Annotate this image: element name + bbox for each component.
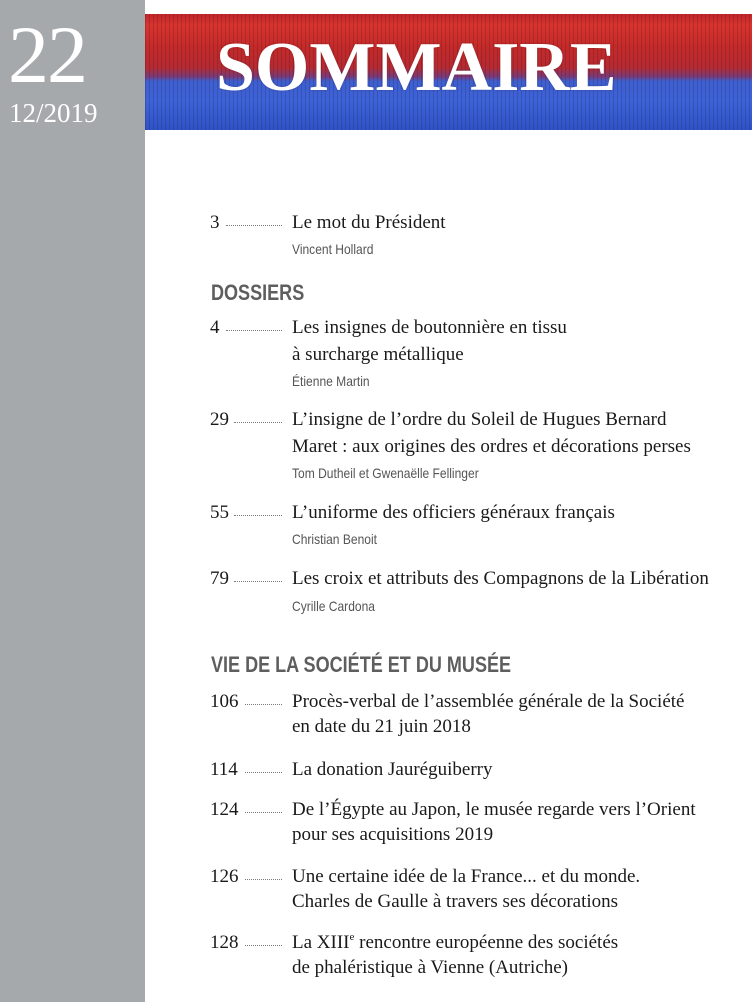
page-number: 124 (210, 799, 239, 820)
page-number: 3 (210, 212, 220, 233)
article-title-line: à surcharge métallique (292, 344, 464, 365)
article-title-line: La donation Jauréguiberry (292, 759, 493, 780)
article-author: Christian Benoit (292, 531, 377, 547)
issue-number: 22 (8, 9, 86, 100)
section-heading-dossiers: DOSSIERS (211, 280, 305, 305)
page-title: SOMMAIRE (216, 29, 617, 106)
page-number: 126 (210, 866, 239, 887)
superscript: e (349, 930, 355, 943)
article-title-line: pour ses acquisitions 2019 (292, 824, 494, 845)
article-author: Vincent Hollard (292, 241, 374, 257)
article-title-line: Une certaine idée de la France... et du monde. (292, 866, 641, 887)
article-title-line: L’uniforme des officiers généraux français (292, 502, 615, 523)
dotted-leader (245, 812, 282, 813)
article-title-line: en date du 21 juin 2018 (292, 716, 471, 737)
dotted-leader (226, 330, 282, 331)
article-title-line: Les insignes de boutonnière en tissu (292, 317, 567, 338)
article-title-line: Procès-verbal de l’assemblée générale de la Société (292, 691, 685, 712)
page-number: 79 (210, 568, 229, 589)
article-title-line: Charles de Gaulle à travers ses décorations (292, 891, 619, 912)
issue-date: 12/2019 (9, 98, 98, 128)
article-title-line: De l’Égypte au Japon, le musée regarde vers l’Orient (292, 799, 696, 820)
section-heading-vie-societe: VIE DE LA SOCIÉTÉ ET DU MUSÉE (211, 652, 512, 677)
dotted-leader (245, 704, 282, 705)
title-text-continued: rencontre européenne des sociétés (354, 932, 619, 953)
article-author: Étienne Martin (292, 373, 370, 389)
dotted-leader (234, 422, 282, 423)
article-title-line (292, 930, 618, 956)
dotted-leader (245, 772, 282, 773)
dotted-leader (245, 945, 282, 946)
article-title-line: Maret : aux origines des ordres et décorations perses (292, 436, 691, 457)
article-title-line: Les croix et attributs des Compagnons de la Libération (292, 568, 709, 589)
article-author: Tom Dutheil et Gwenaëlle Fellinger (292, 465, 479, 481)
page-number: 114 (210, 759, 238, 780)
title-text: La XIII (292, 932, 350, 953)
page-number: 4 (210, 317, 220, 338)
dotted-leader (234, 581, 282, 582)
article-title: Le mot du Président (292, 212, 446, 233)
article-author: Cyrille Cardona (292, 598, 375, 614)
dotted-leader (234, 515, 282, 516)
article-title-line: de phaléristique à Vienne (Autriche) (292, 957, 569, 978)
page-number: 106 (210, 691, 239, 712)
article-title-line: L’insigne de l’ordre du Soleil de Hugues Bernard (292, 409, 667, 430)
page-number: 128 (210, 932, 239, 953)
dotted-leader (226, 225, 282, 226)
page-number: 29 (210, 409, 229, 430)
page-number: 55 (210, 502, 229, 523)
dotted-leader (245, 879, 282, 880)
